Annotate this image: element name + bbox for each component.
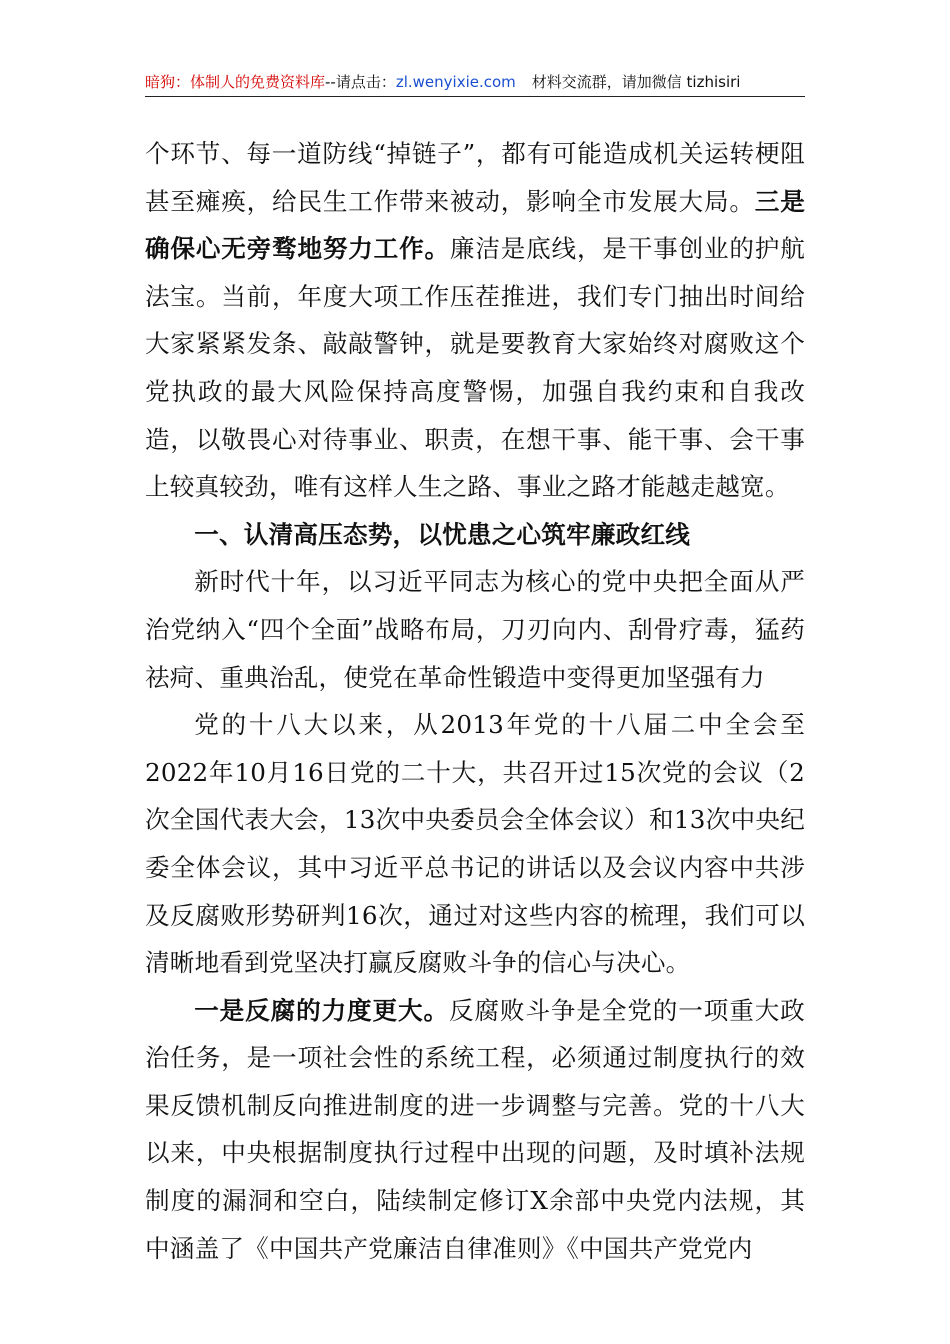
paragraph-1-bold-lead: 三是确保心无旁骛地努力工作。 [145,186,805,264]
paragraph-1 [145,130,805,511]
document-body [145,130,805,1272]
header-divider [145,96,805,97]
paragraph-4-bold-lead: 一是反腐的力度更大。 [194,995,449,1025]
section-heading-1: 一、认清高压态势，以忧患之心筑牢廉政红线 [194,519,691,549]
paragraph-4 [145,987,805,1273]
paragraph-3: 党的十八大以来，从2013年党的十八届二中全会至2022年10月16日党的二十大，共召开过15次党的会议（2次全国代表大会，13次中央委员会全体会议）和13次中央纪委全体会议，其中习近平总书记的讲话以及会议内容中共涉及反腐败形势研判16次，通过对这些内容的梳理，我们可以清晰地看到党坚决打赢反腐败斗争的信心与决心。 [145,710,805,978]
paragraph-1-rest: 廉洁是底线，是干事创业的护航法宝。当前，年度大项工作压茬推进，我们专门抽出时间给大家紧紧发条、敲敲警钟，就是要教育大家始终对腐败这个党执政的最大风险保持高度警惕，加强自我约束和自我改造，以敬畏心对待事业、职责，在想干事、能干事、会干事上较真较劲，唯有这样人生之路、事业之路才能越走越宽。 [145,234,805,502]
page-header [145,70,805,94]
header-click-prompt: --请点击： [325,73,396,91]
paragraph-2: 新时代十年，以习近平同志为核心的党中央把全面从严治党纳入“四个全面”战略布局，刀刃向内、刮骨疗毒，猛药祛疴、重典治乱，使党在革命性锻造中变得更加坚强有力 [145,567,805,692]
paragraph-4-rest: 反腐败斗争是全党的一项重大政治任务，是一项社会性的系统工程，必须通过制度执行的效果反馈机制反向推进制度的进一步调整与完善。党的十八大以来，中央根据制度执行过程中出现的问题，及时填补法规制度的漏洞和空白，陆续制定修订X余部中央党内法规，其中涵盖了《中国共产党廉洁自律准则》《中国共产党党内 [145,995,805,1263]
header-url-link[interactable]: zl.wenyixie.com [395,73,516,91]
header-group-note: 材料交流群，请加微信 tizhisiri [531,73,741,91]
paragraph-1-text: 个环节、每一道防线“掉链子”，都有可能造成机关运转梗阻甚至瘫痪，给民生工作带来被动，影响全市发展大局。 [145,139,805,216]
header-site-name: 暗狗：体制人的免费资料库 [145,73,326,91]
